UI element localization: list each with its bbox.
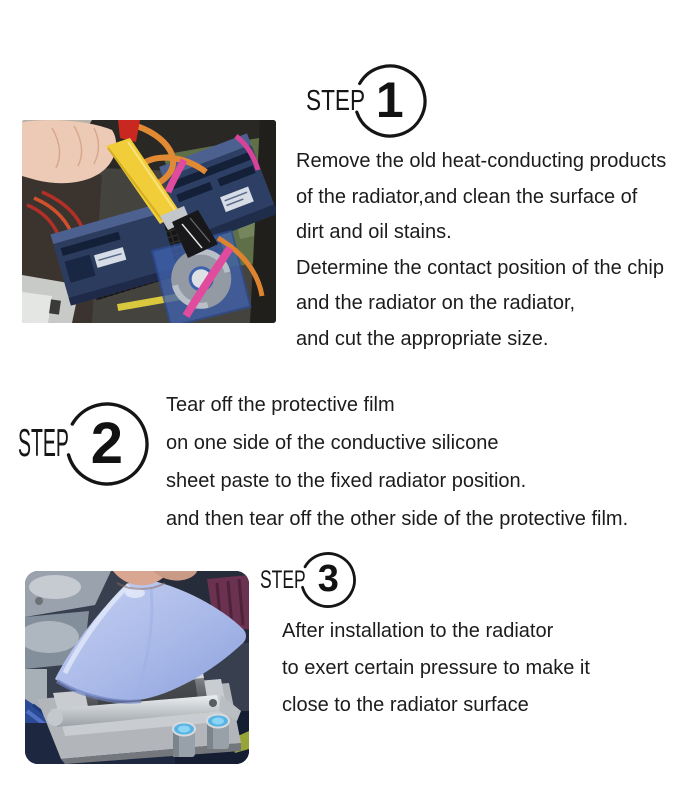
step1-number: 1 [375, 72, 404, 128]
instruction-line: Tear off the protective film [166, 394, 395, 416]
step1-photo-clean-heatsink [22, 120, 276, 323]
step3-circle-badge [299, 551, 357, 609]
step3-number: 3 [317, 557, 339, 600]
instruction-line: Remove the old heat-conducting products [296, 150, 667, 172]
thermal-pad-illustration [25, 571, 249, 764]
instruction-line: and then tear off the other side of the protective film. [166, 508, 629, 530]
instruction-line: After installation to the radiator [282, 620, 554, 642]
clean-heatsink-illustration [22, 120, 276, 323]
step1-instructions [296, 144, 666, 357]
step1-circle-badge [353, 64, 427, 138]
instruction-line: of the radiator,and clean the surface of [296, 185, 638, 208]
step2-header [18, 402, 149, 486]
instruction-line: to exert certain pressure to make it [282, 657, 590, 679]
step3-photo-apply-thermal-pad [25, 571, 249, 764]
step3-header [260, 551, 357, 609]
instruction-line: and the radiator on the radiator, [296, 292, 576, 314]
step1-header [306, 64, 427, 138]
step2-circle-badge [65, 402, 149, 486]
instruction-line: Determine the contact position of the chip [296, 256, 664, 279]
instruction-line: on one side of the conductive silicone [166, 432, 499, 454]
instruction-line: dirt and oil stains. [296, 221, 452, 243]
step2-instructions [166, 386, 628, 538]
instruction-line: close to the radiator surface [282, 694, 529, 716]
step3-label: STEP [260, 565, 306, 594]
step2-label: STEP [18, 422, 69, 465]
step1-label: STEP [306, 84, 366, 117]
instruction-line: and cut the appropriate size. [296, 327, 549, 350]
step3-instructions [282, 613, 590, 724]
instruction-line: sheet paste to the fixed radiator position. [166, 470, 527, 492]
step2-number: 2 [90, 410, 123, 476]
